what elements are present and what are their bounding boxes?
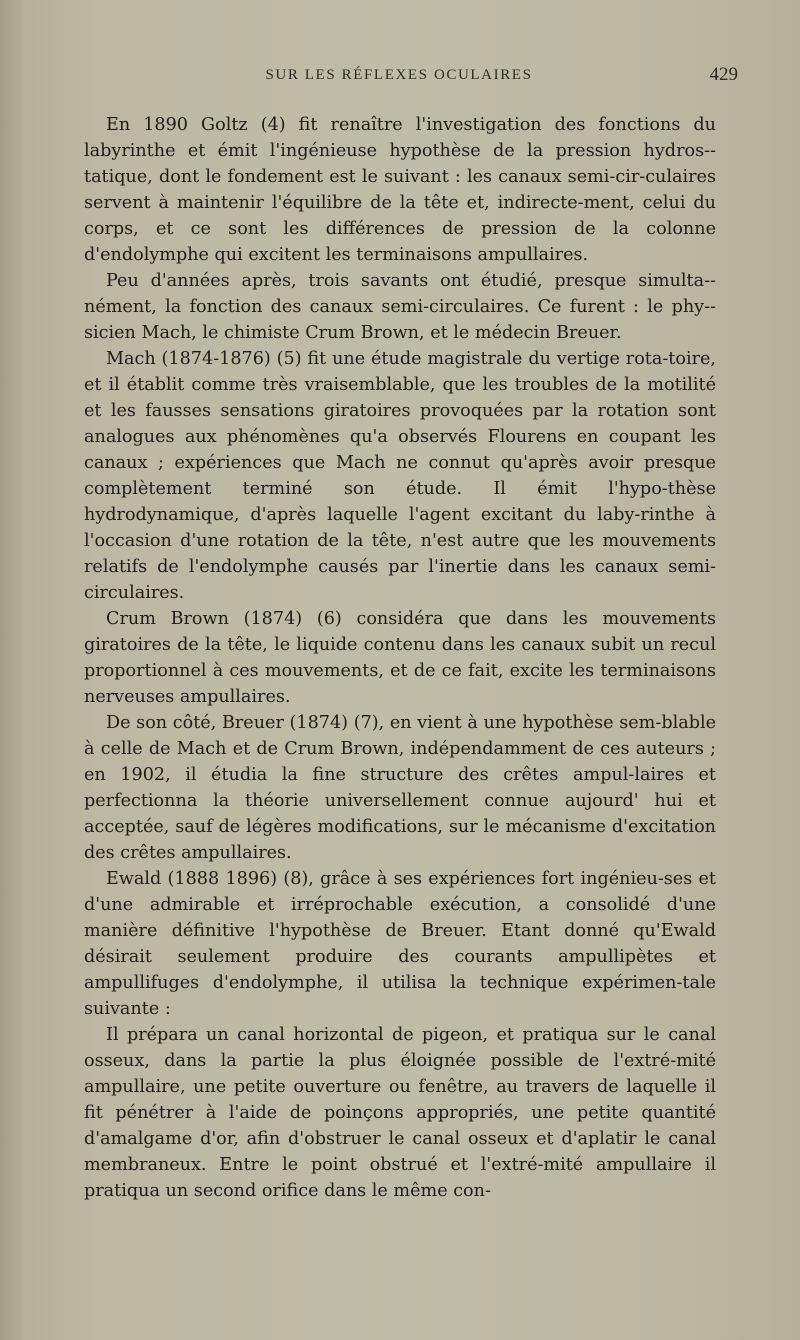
paragraph-ewald: Ewald (1888 1896) (8), grâce à ses expériences fort ingénieu-ses et d'une admirable et irréprochable exécution, a consolidé d'une manière définitive l'hypothèse de Breuer. Etant donné qu'Ewald désirait seulement produire des courants ampullipètes et ampullifuges d'endolymphe, il utilisa la technique expérimen-tale suivante : bbox=[84, 869, 716, 1019]
page-number: 429 bbox=[709, 64, 738, 85]
paragraph-crum-brown: Crum Brown (1874) (6) considéra que dans les mouvements giratoires de la tête, le liquide contenu dans les canaux subit un recul proportionnel à ces mouvements, et de ce fait, excite les terminaisons nerveuses ampullaires. bbox=[84, 609, 716, 707]
body-text bbox=[84, 112, 716, 1204]
page-header bbox=[60, 64, 738, 88]
page-gutter-shadow bbox=[0, 0, 22, 1340]
running-title: SUR LES RÉFLEXES OCULAIRES bbox=[265, 67, 533, 83]
paragraph-experiment: Il prépara un canal horizontal de pigeon, et pratiqua sur le canal osseux, dans la partie la plus éloignée possible de l'extré-mité ampullaire, une petite ouverture ou fenêtre, au travers de laquelle il fit pénétrer à l'aide de poinçons appropriés, une petite quantité d'amalgame d'or, afin d'obstruer le canal osseux et d'aplatir le canal membraneux. Entre le point obstrué et l'extré-mité ampullaire il pratiqua un second orifice dans le même con- bbox=[84, 1025, 716, 1201]
paragraph-breuer: De son côté, Breuer (1874) (7), en vient à une hypothèse sem-blable à celle de Mach et de Crum Brown, indépendamment de ces auteurs ; en 1902, il étudia la fine structure des crêtes ampul-laires et perfectionna la théorie universellement connue aujourd' hui et acceptée, sauf de légères modifications, sur le mécanisme d'excitation des crêtes ampullaires. bbox=[84, 713, 716, 863]
paragraph-mach: Mach (1874-1876) (5) fit une étude magistrale du vertige rota-toire, et il établit comme très vraisemblable, que les troubles de la motilité et les fausses sensations giratoires provoquées par la rotation sont analogues aux phénomènes qu'a observés Flourens en coupant les canaux ; expériences que Mach ne connut qu'après avoir presque complètement terminé son étude. Il émit l'hypo-thèse hydrodynamique, d'après laquelle l'agent excitant du laby-rinthe à l'occasion d'une rotation de la tête, n'est autre que les mouvements relatifs de l'endolymphe causés par l'inertie dans les canaux semi-circulaires. bbox=[84, 349, 716, 603]
paragraph-three-savants: Peu d'années après, trois savants ont étudié, presque simulta-nément, la fonction des canaux semi-circulaires. Ce furent : le phy-sicien Mach, le chimiste Crum Brown, et le médecin Breuer. bbox=[84, 271, 716, 343]
paragraph-goltz: En 1890 Goltz (4) fit renaître l'investigation des fonctions du labyrinthe et émit l'ingénieuse hypothèse de la pression hydros-tatique, dont le fondement est le suivant : les canaux semi-cir-culaires servent à maintenir l'équilibre de la tête et, indirecte-ment, celui du corps, et ce sont les différences de pression de la colonne d'endolymphe qui excitent les terminaisons ampullaires. bbox=[84, 115, 716, 265]
